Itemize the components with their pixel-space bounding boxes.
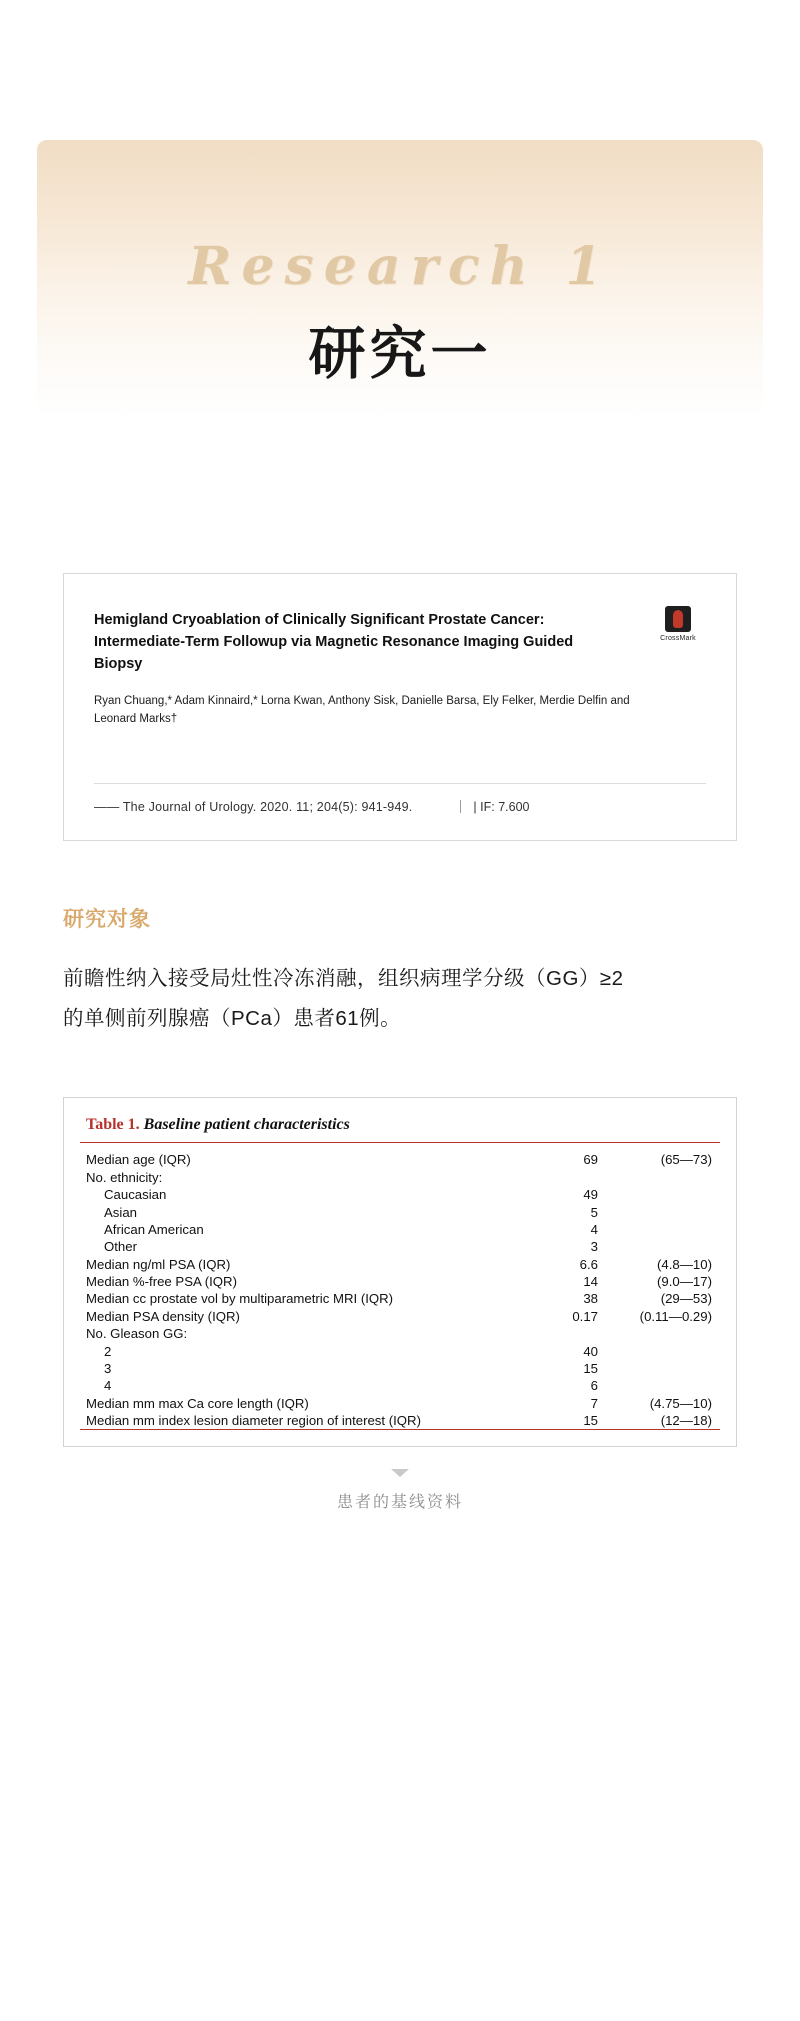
table-number: Table 1.: [86, 1115, 140, 1133]
table-row-label: Median ng/ml PSA (IQR): [86, 1256, 231, 1272]
hero-chinese-title: 研究一: [308, 320, 492, 387]
section-body-text: 前瞻性纳入接受局灶性冷冻消融，组织病理学分级（GG）≥2的单侧前列腺癌（PCa）患者61例。: [63, 966, 624, 1030]
table-row-value: 38: [583, 1291, 598, 1307]
table-row-iqr: [604, 1169, 720, 1186]
table-row-iqr: (12—18): [660, 1413, 712, 1428]
table-row: [80, 1377, 720, 1394]
table-row-value: [538, 1169, 604, 1186]
crossmark-icon: [665, 606, 691, 632]
card-divider: [94, 783, 706, 784]
table-row-iqr: (29—53): [660, 1291, 712, 1307]
table-row-value: [538, 1325, 604, 1342]
table-row: [80, 1203, 720, 1220]
table-row-label: Caucasian: [104, 1187, 167, 1203]
table-row-label: African American: [104, 1221, 204, 1237]
table-row-iqr: [604, 1203, 720, 1220]
table-row-label: Median %-free PSA (IQR): [86, 1274, 237, 1289]
table-caption: [80, 1116, 720, 1142]
table-row-label: Median mm index lesion diameter region of interest (IQR): [86, 1413, 421, 1428]
table-row-label: 4: [104, 1378, 112, 1394]
table-row-iqr: (4.8—10): [657, 1256, 712, 1272]
section-heading: 研究对象: [63, 905, 151, 931]
table-title: Baseline patient characteristics: [143, 1115, 350, 1133]
table-row-iqr: [604, 1342, 720, 1359]
table-row-value: 40: [583, 1343, 598, 1359]
table-row-label: Median cc prostate vol by multiparametric MRI (IQR): [86, 1291, 394, 1307]
table-row: [80, 1238, 720, 1255]
table-row-label: No. Gleason GG:: [86, 1326, 188, 1342]
table-row-value: 4: [590, 1221, 598, 1237]
table-row-label: Median age (IQR): [86, 1152, 191, 1168]
card-footer: [94, 800, 706, 814]
table-row-value: 6: [590, 1378, 598, 1394]
table-row-value: 0.17: [572, 1308, 598, 1324]
table-row: [80, 1290, 720, 1307]
table-row-value: 15: [583, 1413, 598, 1428]
table-row: [80, 1394, 720, 1411]
article-page: [0, 140, 800, 2021]
table-row-value: 15: [583, 1360, 598, 1376]
table-row-label: 2: [104, 1343, 112, 1359]
table-row-iqr: [604, 1238, 720, 1255]
table-row: [80, 1412, 720, 1429]
caret-up-icon: [391, 1469, 409, 1477]
table-row-value: 5: [590, 1204, 598, 1220]
table-bottom-rule: [80, 1429, 720, 1430]
table-row-value: 49: [583, 1187, 598, 1203]
table-row: [80, 1325, 720, 1342]
hero-banner: [37, 140, 763, 418]
table-row: [80, 1169, 720, 1186]
table-row-iqr: (65—73): [660, 1152, 712, 1168]
table-row-value: 69: [583, 1152, 598, 1168]
separator-bar: [460, 800, 461, 813]
crossmark-badge-group[interactable]: [650, 606, 706, 642]
table-row-label: Median mm max Ca core length (IQR): [86, 1395, 309, 1411]
table-row-label: Other: [104, 1239, 137, 1255]
hero-script-title: Research 1: [188, 236, 612, 297]
table-row-label: Median PSA density (IQR): [86, 1308, 240, 1324]
table-row-iqr: [604, 1221, 720, 1238]
table-row-iqr: (0.11—0.29): [639, 1308, 712, 1324]
table-row-iqr: (9.0—17): [657, 1274, 712, 1289]
journal-source: —— The Journal of Urology. 2020. 11; 204(5): 941-949.: [94, 799, 413, 814]
table-row: [80, 1221, 720, 1238]
study-subject-section: [63, 903, 737, 1039]
article-card: [63, 573, 737, 841]
table-row: [80, 1255, 720, 1272]
table-row-iqr: [604, 1186, 720, 1203]
table-row-iqr: [604, 1360, 720, 1377]
table-row: [80, 1186, 720, 1203]
table-row-iqr: (4.75—10): [649, 1395, 712, 1411]
article-title: Hemigland Cryoablation of Clinically Significant Prostate Cancer: Intermediate-Term Followup via Magnetic Resonance Imaging Guided Biopsy: [94, 612, 574, 672]
table-row: [80, 1151, 720, 1168]
table-row: [80, 1308, 720, 1325]
table-row-iqr: [604, 1325, 720, 1342]
figure-caption: 患者的基线资料: [336, 1494, 463, 1512]
table-figure: [63, 1097, 737, 1447]
baseline-characteristics-table: [80, 1143, 720, 1429]
table-spacer-row: [80, 1143, 720, 1151]
article-authors: Ryan Chuang,* Adam Kinnaird,* Lorna Kwan, Anthony Sisk, Danielle Barsa, Ely Felker, Merdie Delfin and Leonard Marks†: [94, 695, 630, 726]
impact-factor-wrap: [460, 800, 529, 814]
table-row-value: 6.6: [579, 1256, 598, 1272]
table-row-label: Asian: [104, 1204, 137, 1220]
table-row-label: No. ethnicity:: [86, 1169, 163, 1185]
crossmark-label: CrossMark: [660, 635, 696, 642]
table-row-value: 7: [590, 1395, 598, 1411]
table-row: [80, 1342, 720, 1359]
table-row-label: 3: [104, 1360, 112, 1376]
table-row-value: 3: [590, 1239, 598, 1255]
table-row-value: 14: [583, 1274, 598, 1289]
figure-caption-wrap: [0, 1469, 800, 1572]
table-row: [80, 1360, 720, 1377]
table-row: [80, 1273, 720, 1290]
impact-factor: | IF: 7.600: [473, 799, 530, 814]
table-row-iqr: [604, 1377, 720, 1394]
